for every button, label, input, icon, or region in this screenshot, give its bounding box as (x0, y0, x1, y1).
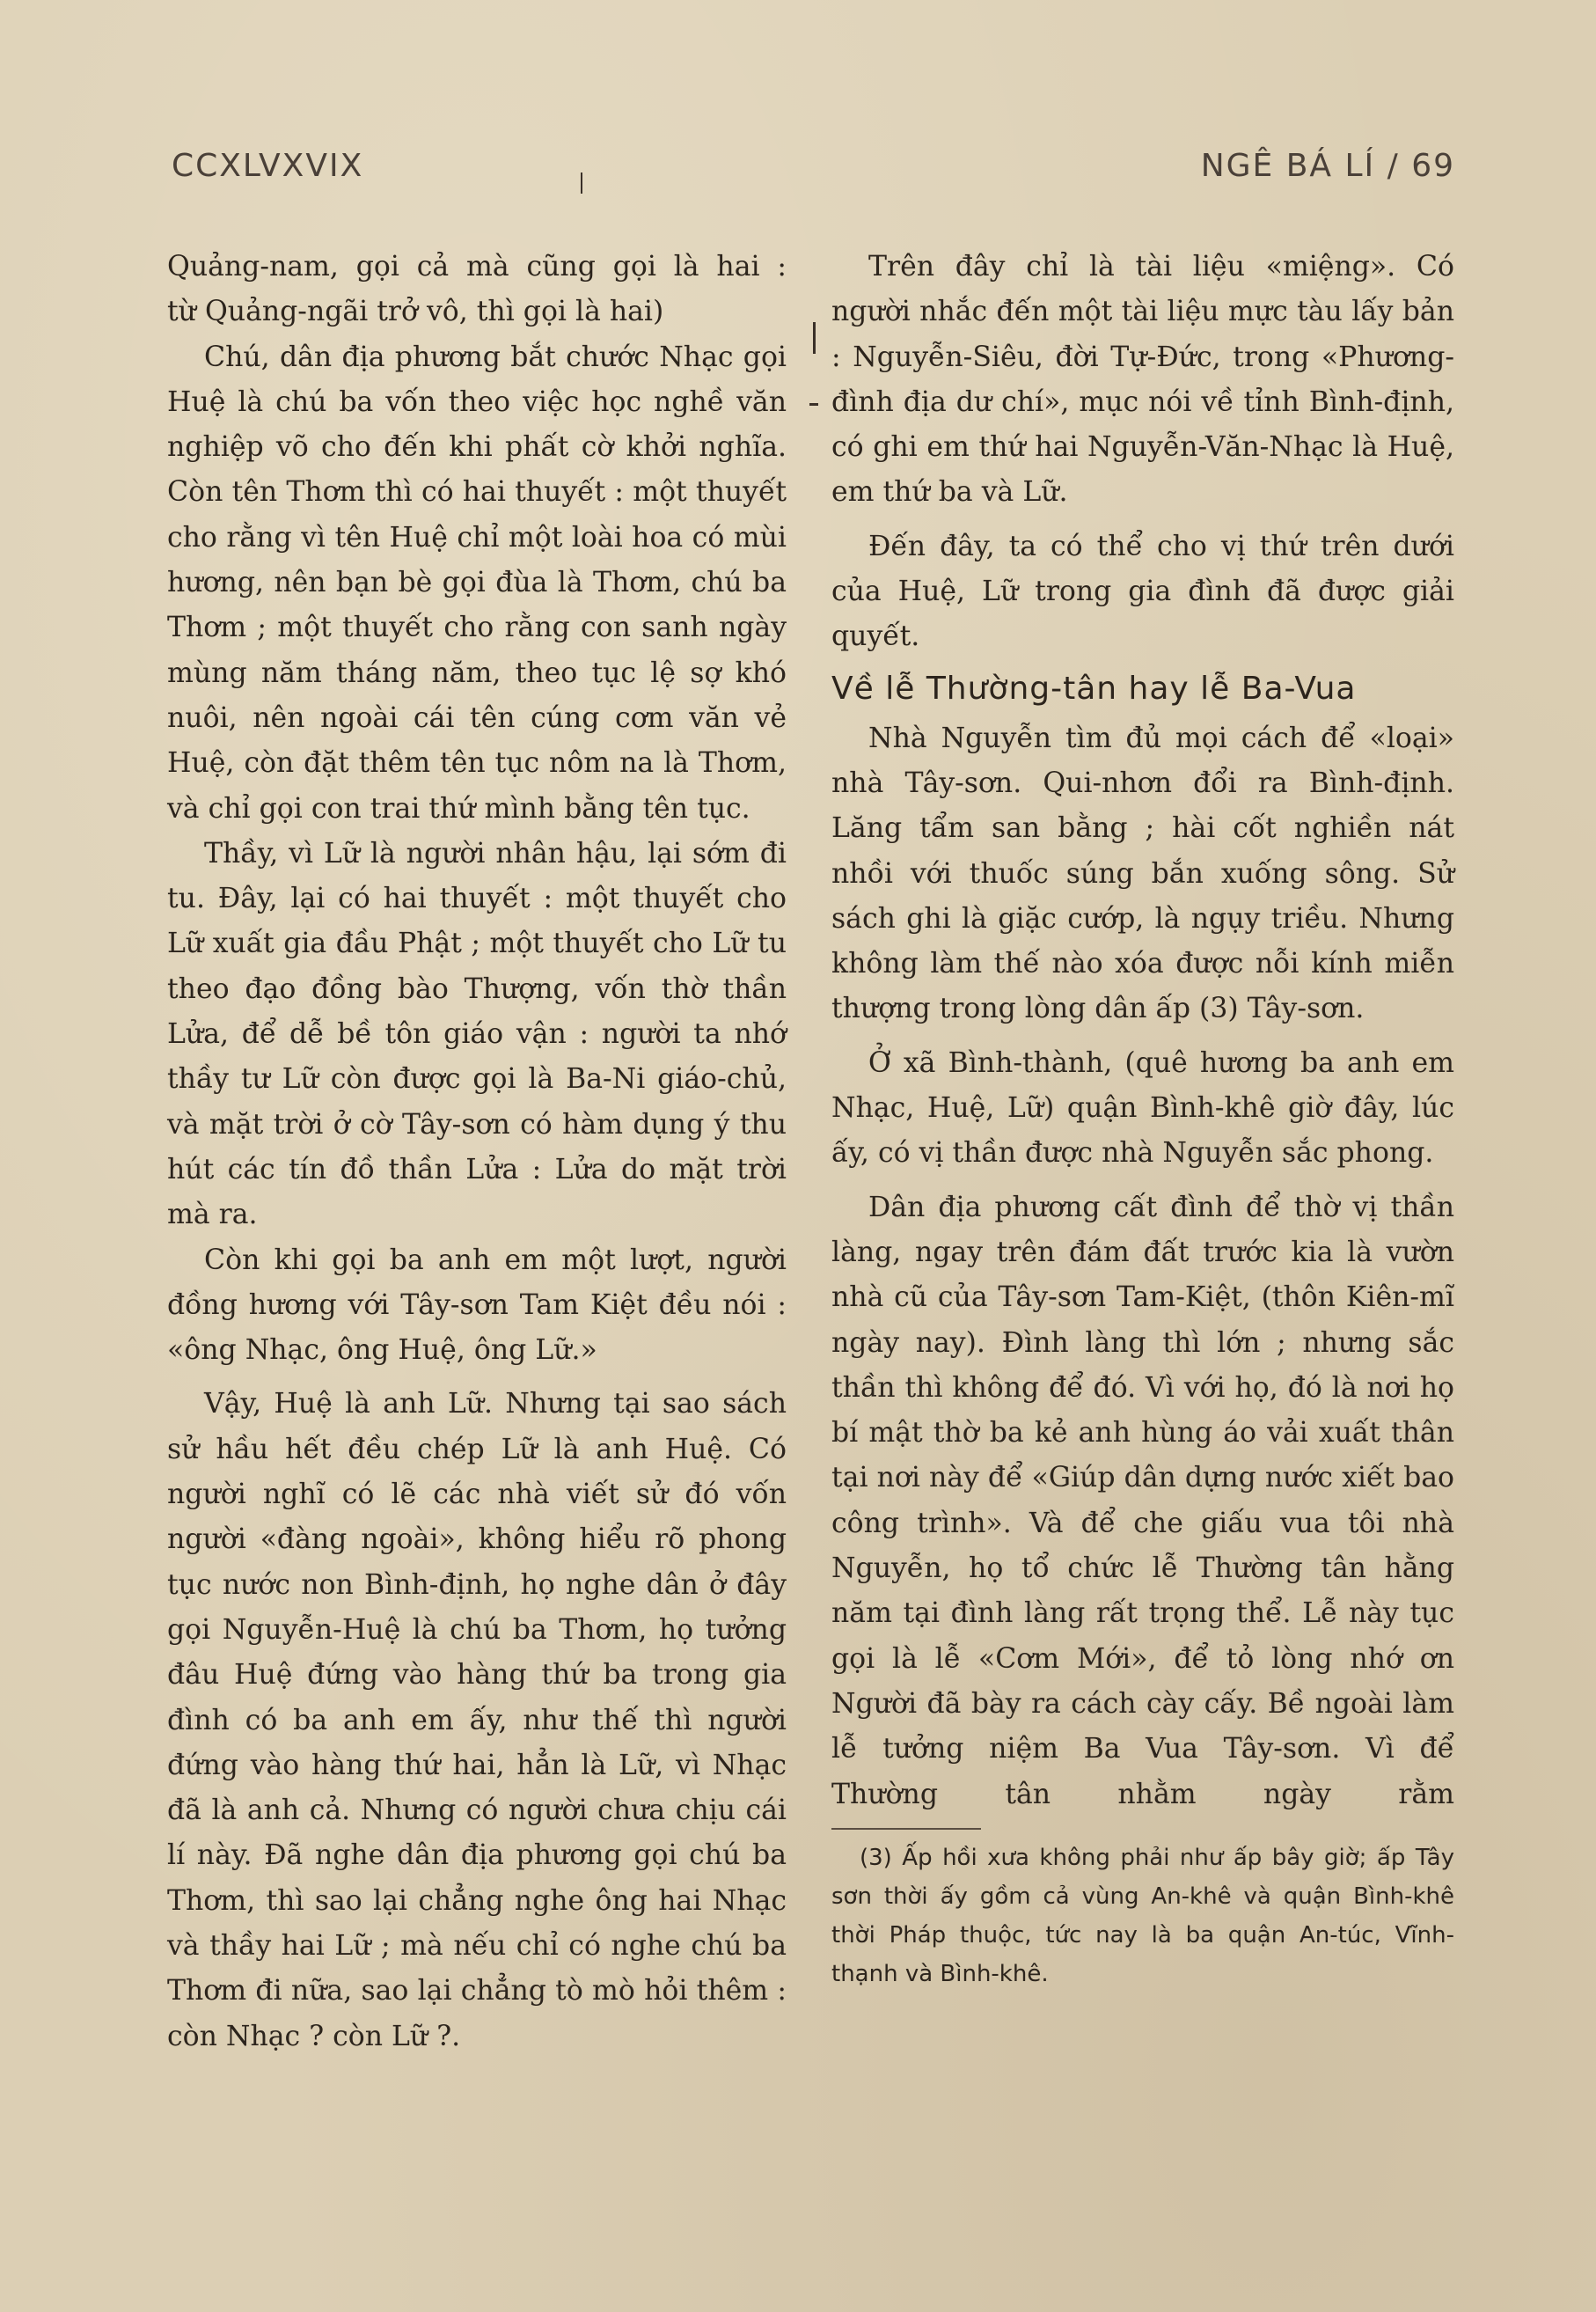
paragraph: Thầy, vì Lữ là người nhân hậu, lại sớm đi tu. Đây, lại có hai thuyết : một thuyết cho Lữ xuất gia đầu Phật ; một thuyết cho Lữ tu theo đạo đồng bào Thượng, vốn thờ thần Lửa, để dễ bề tôn giáo vận : người ta nhớ thầy tư Lữ còn được gọi là Ba-Ni giáo-chủ, và mặt trời ở cờ Tây-sơn có hàm dụng ý thu hút các tín đồ thần Lửa : Lửa do mặt trời mà ra. (167, 837, 787, 1231)
paragraph: Quảng-nam, gọi cả mà cũng gọi là hai : (167, 251, 787, 283)
print-mark (813, 322, 816, 354)
paragraph: Nhà Nguyễn tìm đủ mọi cách để «loại» nhà Tây-sơn. Qui-nhơn đổi ra Bình-định. Lăng tẩm san bằng ; hài cốt nghiền nát nhồi với thuốc súng bắn xuống sông. Sử sách ghi là giặc cướp, là ngụy triều. Nhưng không làm thế nào xóa được nỗi kính miễn thượng trong lòng dân ấp (3) Tây-sơn. (831, 722, 1454, 1025)
running-head-left: CCXLVXVIX (172, 148, 364, 184)
right-text-column (831, 245, 1454, 1993)
paragraph: Ở xã Bình-thành, (quê hương ba anh em Nhạc, Huệ, Lữ) quận Bình-khê giờ đây, lúc ấy, có vị thần được nhà Nguyễn sắc phong. (831, 1046, 1454, 1170)
paragraph: Còn khi gọi ba anh em một lượt, người đồng hương với Tây-sơn Tam Kiệt đều nói : «ông Nhạc, ông Huệ, ông Lữ.» (167, 1244, 787, 1367)
paragraph: Vậy, Huệ là anh Lữ. Nhưng tại sao sách sử hầu hết đều chép Lữ là anh Huệ. Có người nghĩ có lẽ các nhà viết sử đó vốn người «đàng ngoài», không hiểu rõ phong tục nước non Bình-định, họ nghe dân ở đây gọi Nguyễn-Huệ là chú ba Thơm, họ tưởng đâu Huệ đứng vào hàng thứ ba trong gia đình có ba anh em ấy, như thế thì người đứng vào hàng thứ hai, hẳn là Lữ, vì Nhạc đã là anh cả. Nhưng có người chưa chịu cái lí này. Đã nghe dân địa phương gọi chú ba Thơm, thì sao lại chẳng nghe ông hai Nhạc và thầy hai Lữ ; mà nếu chỉ có nghe chú ba Thơm đi nữa, sao lại chẳng tò mò hỏi thêm : còn Nhạc ? còn Lữ ?. (167, 1388, 787, 2052)
print-mark (581, 172, 582, 194)
footnote-rule (831, 1828, 981, 1830)
paragraph: Đến đây, ta có thể cho vị thứ trên dưới của Huệ, Lữ trong gia đình đã được giải quyết. (831, 530, 1454, 653)
right-paragraphs-top (831, 245, 1454, 660)
left-text-column (167, 245, 787, 2059)
paragraph: Chú, dân địa phương bắt chước Nhạc gọi Huệ là chú ba vốn theo việc học nghề văn nghiệp võ cho đến khi phất cờ khởi nghĩa. Còn tên Thơm thì có hai thuyết : một thuyết cho rằng vì tên Huệ chỉ một loài hoa có mùi hương, nên bạn bè gọi đùa là Thơm, chú ba Thơm ; một thuyết cho rằng con sanh ngày mùng năm tháng năm, theo tục lệ sợ khó nuôi, nên ngoài cái tên cúng cơm văn vẻ Huệ, còn đặt thêm tên tục nôm na là Thơm, và chỉ gọi con trai thứ mình bằng tên tục. (167, 341, 787, 825)
paragraph: Trên đây chỉ là tài liệu «miệng». Có người nhắc đến một tài liệu mực tàu lấy bản : Nguyễn-Siêu, đời Tự-Đức, trong «Phương-đình địa dư chí», mục nói về tỉnh Bình-định, có ghi em thứ hai Nguyễn-Văn-Nhạc là Huệ, em thứ ba và Lữ. (831, 251, 1454, 509)
paragraph: Dân địa phương cất đình để thờ vị thần làng, ngay trên đám đất trước kia là vườn nhà cũ của Tây-sơn Tam-Kiệt, (thôn Kiên-mĩ ngày nay). Đình làng thì lớn ; nhưng sắc thần thì không để đó. Vì với họ, đó là nơi họ bí mật thờ ba kẻ anh hùng áo vải xuất thân tại nơi này để «Giúp dân dựng nước xiết bao công trình». Và để che giấu vua tôi nhà Nguyễn, họ tổ chức lễ Thường tân hằng năm tại đình làng rất trọng thể. Lễ này tục gọi là lễ «Cơm Mới», để tỏ lòng nhớ ơn Người đã bày ra cách cày cấy. Bề ngoài làm lễ tưởng niệm Ba Vua Tây-sơn. Vì để Thường tân nhằm ngày rằm (831, 1191, 1454, 1810)
paragraph: từ Quảng-ngãi trở vô, thì gọi là hai) (167, 296, 664, 328)
footnote (831, 1839, 1454, 1993)
footnote-text: (3) Ấp hồi xưa không phải như ấp bây giờ; ấp Tây sơn thời ấy gồm cả vùng An-khê và quận Bình-khê thời Pháp thuộc, tức nay là ba quận An-túc, Vĩnh-thạnh và Bình-khê. (831, 1844, 1454, 1987)
section-heading: Về lễ Thường-tân hay lễ Ba-Vua (831, 670, 1357, 707)
print-mark (809, 403, 818, 406)
page-header (172, 148, 1455, 192)
right-paragraphs-bottom (831, 716, 1454, 1817)
running-head-right: NGÊ BÁ LÍ / 69 (1200, 148, 1455, 184)
